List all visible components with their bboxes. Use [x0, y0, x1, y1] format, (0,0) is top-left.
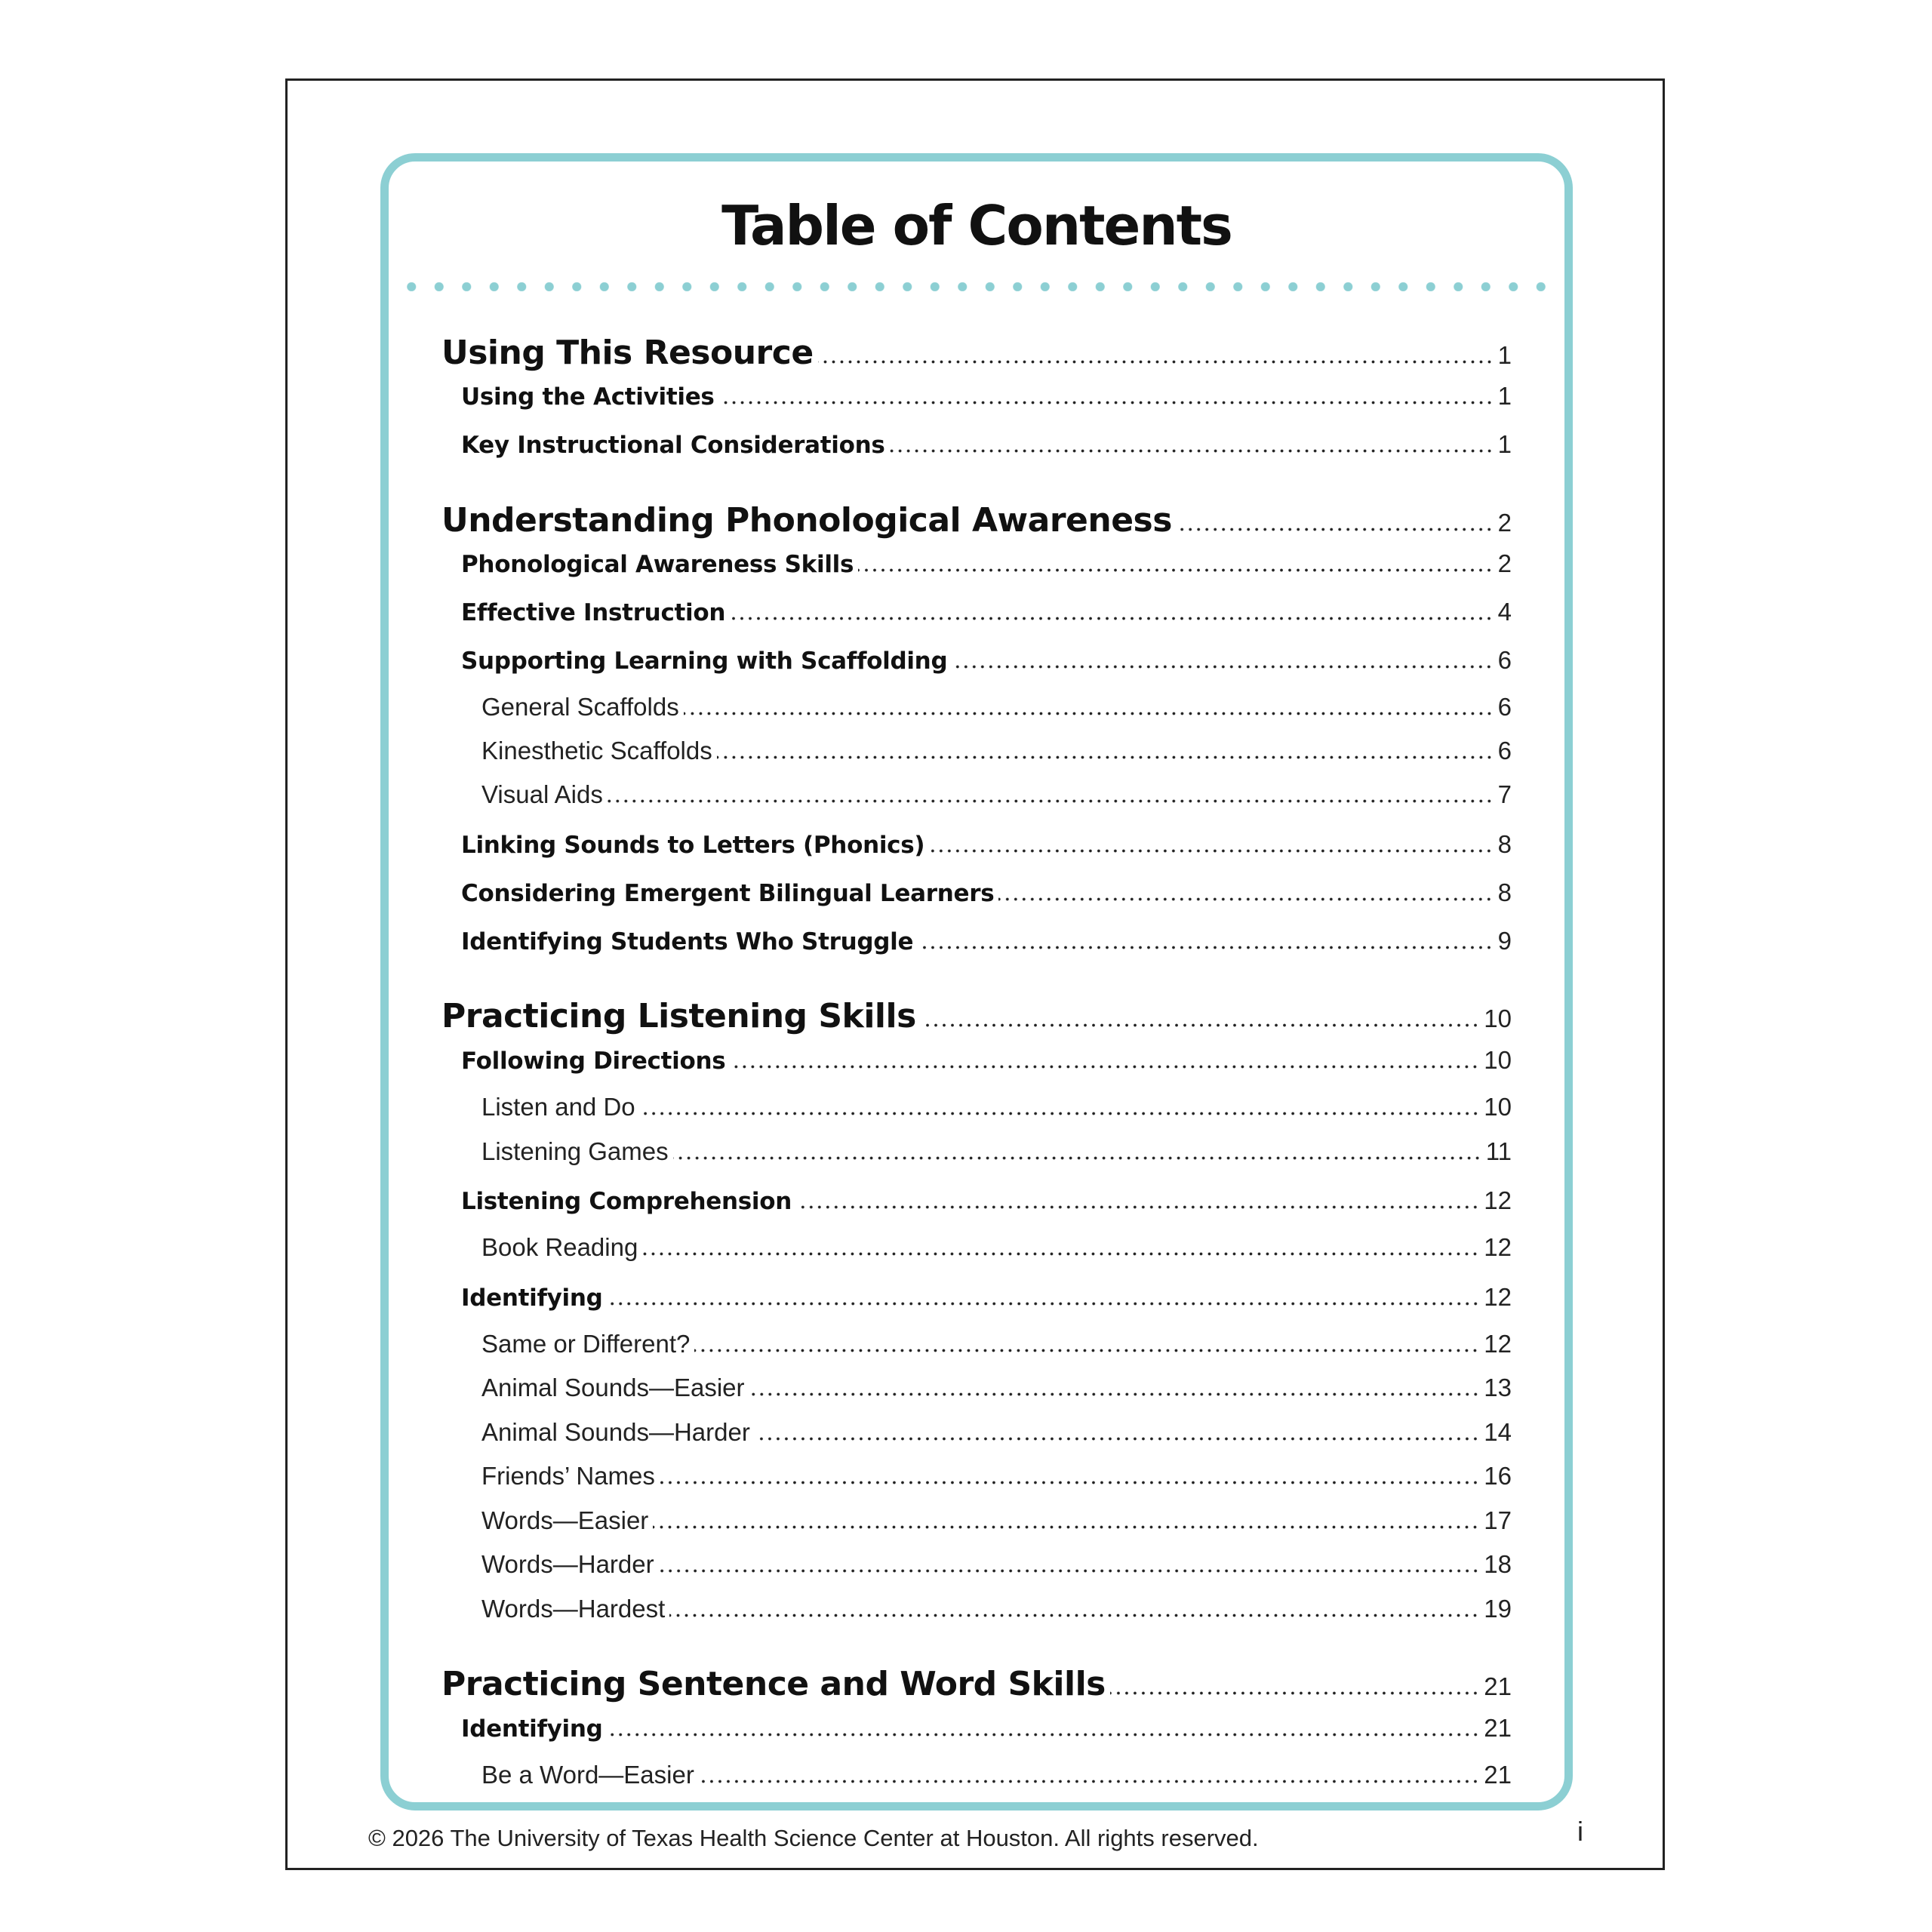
dot-leader [749, 1392, 1480, 1396]
dot-leader [1177, 528, 1494, 531]
toc-entry-page: 2 [1497, 549, 1512, 577]
toc-entry-subsection[interactable] [461, 1046, 1512, 1075]
toc-entry-page: 12 [1484, 1330, 1512, 1358]
dot-leader [699, 1780, 1479, 1783]
toc-entry-title: Be a Word—Easier [481, 1761, 694, 1789]
toc-entry-item[interactable] [481, 1595, 1512, 1623]
toc-entry-subsection[interactable] [461, 1714, 1512, 1743]
toc-entry-page: 9 [1497, 927, 1512, 955]
toc-entry-title: Key Instructional Considerations [461, 432, 885, 459]
toc-entry-page: 2 [1497, 509, 1512, 537]
toc-entry-page: 21 [1484, 1714, 1512, 1742]
toc-entry-item[interactable] [481, 1330, 1512, 1358]
toc-entry-subsection[interactable] [461, 1186, 1512, 1215]
dot-leader [921, 1023, 1480, 1027]
toc-entry-page: 10 [1484, 1046, 1512, 1074]
toc-entry-page: 4 [1497, 598, 1512, 626]
toc-entry-page: 8 [1497, 830, 1512, 858]
toc-entry-item[interactable] [481, 1550, 1512, 1579]
dot-leader [673, 1156, 1481, 1160]
toc-entry-title: Book Reading [481, 1233, 638, 1261]
toc-entry-item[interactable] [481, 1374, 1512, 1402]
dot-leader [730, 617, 1494, 620]
dot-leader [684, 712, 1494, 715]
toc-entry-title: Effective Instruction [461, 599, 726, 626]
toc-entry-page: 10 [1484, 1004, 1512, 1032]
toc-entry-item[interactable] [481, 780, 1512, 809]
toc-entry-page: 6 [1497, 693, 1512, 721]
toc-entry-title: Using the Activities [461, 383, 715, 411]
toc-entry-title: Practicing Sentence and Word Skills [441, 1665, 1106, 1703]
toc-entry-page: 10 [1484, 1093, 1512, 1121]
toc-entry-item[interactable] [481, 693, 1512, 721]
toc-entry-title: Animal Sounds—Harder [481, 1418, 750, 1446]
dot-leader [694, 1349, 1479, 1352]
toc-entry-title: Listening Comprehension [461, 1188, 792, 1215]
toc-entry-title: Animal Sounds—Easier [481, 1374, 745, 1401]
toc-entry-page: 1 [1497, 430, 1512, 458]
dot-leader [659, 1569, 1480, 1573]
toc-entry-page: 1 [1497, 341, 1512, 369]
toc-entry-title: Words—Hardest [481, 1595, 666, 1623]
toc-entry-section[interactable] [441, 1665, 1512, 1703]
toc-entry-page: 12 [1484, 1233, 1512, 1261]
dot-leader [608, 1733, 1480, 1737]
dot-leader [608, 1302, 1480, 1306]
toc-entry-page: 6 [1497, 737, 1512, 764]
dot-leader [918, 946, 1493, 949]
toc-entry-item[interactable] [481, 1137, 1512, 1166]
dot-leader [669, 1614, 1479, 1617]
toc-entry-title: Friends’ Names [481, 1462, 655, 1490]
toc-entry-section[interactable] [441, 501, 1512, 540]
toc-entry-page: 19 [1484, 1595, 1512, 1623]
toc-entry-page: 8 [1497, 878, 1512, 906]
toc-entry-subsection[interactable] [461, 382, 1512, 411]
toc-entry-item[interactable] [481, 1761, 1512, 1789]
dot-leader [755, 1437, 1479, 1441]
table-of-contents-box [380, 153, 1573, 1810]
dot-leader [717, 755, 1494, 759]
toc-entry-page: 18 [1484, 1550, 1512, 1578]
toc-entry-title: Identifying Students Who Struggle [461, 928, 914, 955]
dot-leader [608, 799, 1494, 803]
dot-leader [998, 897, 1493, 901]
dot-leader [730, 1065, 1479, 1069]
toc-entry-title: Using This Resource [441, 334, 814, 372]
toc-entry-subsection[interactable] [461, 549, 1512, 578]
toc-entry-page: 16 [1484, 1462, 1512, 1490]
toc-entry-title: Listening Games [481, 1137, 669, 1165]
dot-leader [858, 568, 1494, 572]
toc-entry-page: 21 [1484, 1672, 1512, 1700]
toc-entry-title: Listen and Do [481, 1093, 635, 1121]
toc-entry-item[interactable] [481, 1462, 1512, 1491]
toc-entry-subsection[interactable] [461, 646, 1512, 675]
toc-entry-subsection[interactable] [461, 927, 1512, 955]
page-title: Table of Contents [721, 194, 1232, 257]
dot-leader [818, 360, 1494, 364]
toc-entry-page: 21 [1484, 1761, 1512, 1789]
footer-copyright: © 2026 The University of Texas Health Science Center at Houston. All rights reserved. [368, 1825, 1259, 1851]
toc-entry-item[interactable] [481, 1418, 1512, 1447]
dot-leader [660, 1481, 1479, 1484]
dot-leader [890, 449, 1494, 453]
page-number: i [1577, 1816, 1583, 1847]
toc-entry-title: Same or Different? [481, 1330, 691, 1358]
toc-entry-title: Following Directions [461, 1048, 726, 1075]
toc-entry-page: 12 [1484, 1186, 1512, 1214]
toc-entry-title: Kinesthetic Scaffolds [481, 737, 712, 764]
toc-entry-subsection[interactable] [461, 830, 1512, 859]
toc-entry-title: Supporting Learning with Scaffolding [461, 648, 948, 675]
toc-entry-page: 1 [1497, 382, 1512, 410]
toc-entry-title: Considering Emergent Bilingual Learners [461, 880, 995, 907]
toc-entry-page: 11 [1485, 1137, 1512, 1165]
toc-entry-page: 13 [1484, 1374, 1512, 1401]
dot-leader [642, 1252, 1479, 1256]
dot-leader [929, 849, 1493, 853]
toc-entry-page: 12 [1484, 1283, 1512, 1311]
toc-entry-title: Words—Harder [481, 1550, 654, 1578]
dot-leader [1110, 1691, 1479, 1695]
toc-entry-title: Identifying [461, 1284, 603, 1312]
toc-entry-title: Words—Easier [481, 1506, 649, 1534]
toc-entry-title: General Scaffolds [481, 693, 679, 721]
toc-entry-title: Identifying [461, 1715, 603, 1743]
toc-entry-subsection[interactable] [461, 1283, 1512, 1312]
toc-entry-subsection[interactable] [461, 430, 1512, 459]
toc-entry-title: Phonological Awareness Skills [461, 551, 854, 578]
dot-leader [640, 1112, 1480, 1115]
dot-leader [719, 401, 1494, 405]
dot-leader [952, 665, 1493, 669]
toc-entry-title: Practicing Listening Skills [441, 997, 916, 1035]
toc-entry-page: 7 [1497, 780, 1512, 808]
toc-entry-page: 17 [1484, 1506, 1512, 1534]
toc-entry-subsection[interactable] [461, 598, 1512, 626]
toc-entry-item[interactable] [481, 737, 1512, 765]
toc-entry-title: Linking Sounds to Letters (Phonics) [461, 832, 925, 859]
dot-leader [653, 1525, 1479, 1529]
toc-entry-page: 6 [1497, 646, 1512, 674]
toc-entry-section[interactable] [441, 997, 1512, 1035]
toc-entry-section[interactable] [441, 334, 1512, 372]
dot-leader [796, 1205, 1479, 1209]
toc-entry-title: Visual Aids [481, 780, 603, 808]
toc-entry-item[interactable] [481, 1233, 1512, 1262]
toc-entry-page: 14 [1484, 1418, 1512, 1446]
title-dotted-divider [398, 282, 1555, 291]
toc-entry-item[interactable] [481, 1093, 1512, 1121]
toc-entry-title: Understanding Phonological Awareness [441, 501, 1172, 540]
toc-entry-subsection[interactable] [461, 878, 1512, 907]
toc-entry-item[interactable] [481, 1506, 1512, 1535]
